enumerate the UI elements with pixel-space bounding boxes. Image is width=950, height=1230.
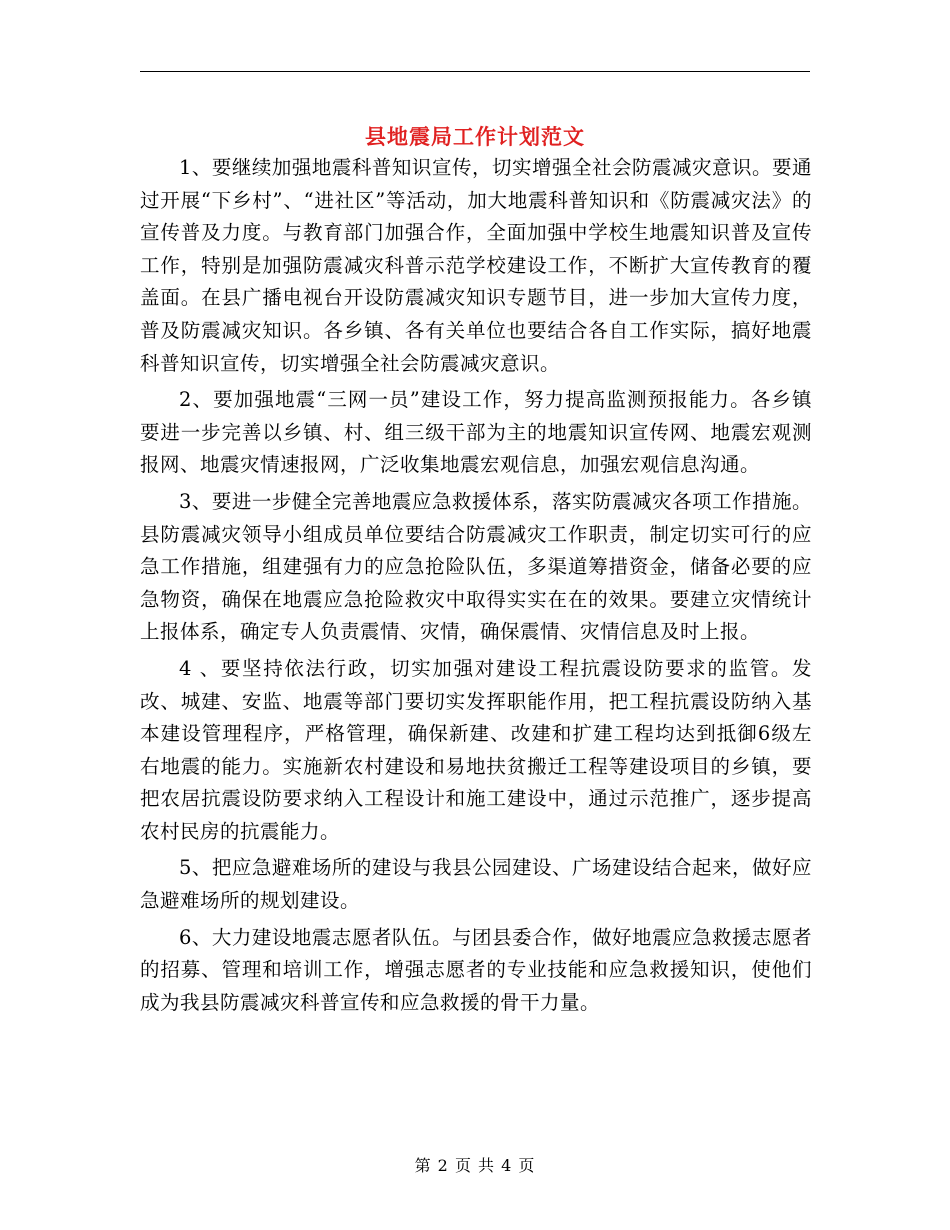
- paragraph-2: 2、要加强地震“三网一员”建设工作，努力提高监测预报能力。各乡镇要进一步完善以乡镇、村、组三级干部为主的地震知识宣传网、地震宏观测报网、地震灾情速报网，广泛收集地震宏观信息，加强宏观信息沟通。: [140, 388, 812, 477]
- paragraph-3: 3、要进一步健全完善地震应急救援体系，落实防震减灾各项工作措施。县防震减灾领导小组成员单位要结合防震减灾工作职责，制定切实可行的应急工作措施，组建强有力的应急抢险队伍，多渠道筹措资金，储备必要的应急物资，确保在地震应急抢险救灾中取得实实在在的效果。要建立灾情统计上报体系，确定专人负责震情、灾情，确保震情、灾情信息及时上报。: [140, 489, 812, 644]
- document-body: [140, 152, 812, 1023]
- document-title: 县地震局工作计划范文: [365, 124, 585, 150]
- paragraph-5: 5、把应急避难场所的建设与我县公园建设、广场建设结合起来，做好应急避难场所的规划建设。: [140, 856, 812, 913]
- paragraph-1: 1、要继续加强地震科普知识宣传，切实增强全社会防震减灾意识。要通过开展“下乡村”、“进社区”等活动，加大地震科普知识和《防震减灾法》的宣传普及力度。与教育部门加强合作，全面加强中学校生地震知识普及宣传工作，特别是加强防震减灾科普示范学校建设工作，不断扩大宣传教育的覆盖面。在县广播电视台开设防震减灾知识专题节目，进一步加大宣传力度，普及防震减灾知识。各乡镇、各有关单位也要结合各自工作实际，搞好地震科普知识宣传，切实增强全社会防震减灾意识。: [140, 156, 812, 375]
- header-rule: [140, 71, 810, 72]
- paragraph-6: 6、大力建设地震志愿者队伍。与团县委合作，做好地震应急救援志愿者的招募、管理和培训工作，增强志愿者的专业技能和应急救援知识，使他们成为我县防震减灾科普宣传和应急救援的骨干力量。: [140, 925, 812, 1014]
- page-number-footer: 第 2 页 共 4 页: [414, 1156, 536, 1175]
- paragraph-4: 4 、要坚持依法行政，切实加强对建设工程抗震设防要求的监管。发改、城建、安监、地震等部门要切实发挥职能作用，把工程抗震设防纳入基本建设管理程序，严格管理，确保新建、改建和扩建工程均达到抵御6级左右地震的能力。实施新农村建设和易地扶贫搬迁工程等建设项目的乡镇，要把农居抗震设防要求纳入工程设计和施工建设中，通过示范推广，逐步提高农村民房的抗震能力。: [140, 656, 812, 843]
